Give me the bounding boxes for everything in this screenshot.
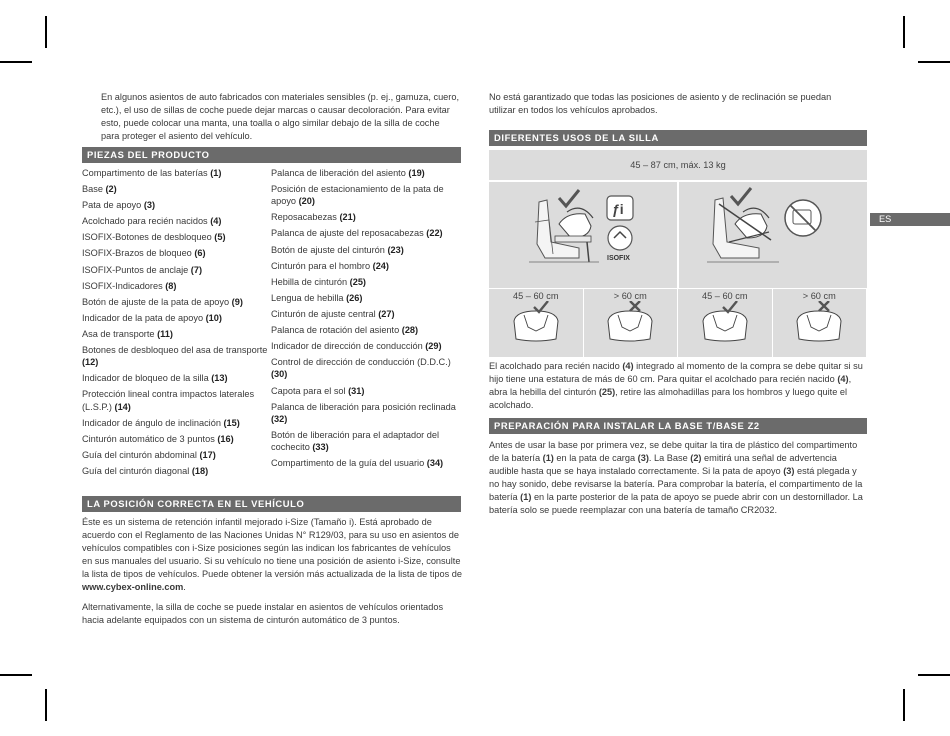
part-list-item: Cinturón de ajuste central (27) (271, 308, 395, 319)
crop-mark (0, 674, 32, 676)
crop-mark (45, 689, 47, 721)
parts-list-col1 (82, 167, 268, 481)
part-list-item: Botón de liberación para el adaptador del cochecito (33) (271, 429, 440, 453)
right-intro-paragraph: No está garantizado que todas las posiciones de asiento y de reclinación se puedan utilizar en todos los vehículos aprobados. (489, 92, 832, 115)
section-header-piezas: PIEZAS DEL PRODUCTO (82, 147, 461, 163)
diagram-belt (679, 182, 867, 288)
carrier-icon (695, 301, 755, 345)
size-label: 45 – 60 cm (513, 291, 559, 301)
size-label: > 60 cm (802, 291, 836, 301)
size-label: 45 – 60 cm (702, 291, 748, 301)
crop-mark (0, 61, 32, 63)
part-list-item: ISOFIX-Indicadores (8) (82, 280, 177, 291)
range-label: 45 – 87 cm, máx. 13 kg (630, 160, 726, 170)
diagram-isofix (489, 182, 677, 288)
check-icon (731, 188, 751, 204)
part-list-item: Lengua de hebilla (26) (271, 292, 363, 303)
usos-after-paragraph: El acolchado para recién nacido (4) integrado al momento de la compra se debe quitar si su hijo tiene una estatura de más de 60 cm. Para quitar el acolchado para recién nacido (4), abra la hebilla del cinturón (25), retire las almohadillas para los hombros y luego quite el acolchado. (489, 361, 863, 410)
part-list-item: Protección lineal contra impactos laterales (L.S.P.) (14) (82, 389, 255, 412)
part-list-item: Base (2) (82, 184, 117, 195)
part-list-item: Palanca de liberación del asiento (19) (271, 168, 425, 178)
part-list-item: Guía del cinturón abdominal (17) (82, 449, 216, 460)
part-list-item: Botón de ajuste de la pata de apoyo (9) (82, 296, 243, 307)
size-cell (678, 289, 773, 357)
part-list-item: Asa de transporte (11) (82, 328, 173, 339)
part-list-item: Compartimento de las baterías (1) (82, 168, 222, 178)
cross-icon (819, 301, 829, 311)
size-cell (584, 289, 679, 357)
size-cell (489, 289, 584, 357)
website-link[interactable]: www.cybex-online.com (82, 582, 184, 592)
part-list-item: Botón de ajuste del cinturón (23) (271, 244, 404, 255)
part-list-item: ISOFIX-Puntos de anclaje (7) (82, 264, 203, 275)
part-list-item: Cinturón para el hombro (24) (271, 260, 389, 271)
parts-list-col2 (271, 167, 461, 473)
check-icon (723, 301, 737, 312)
part-list-item: ISOFIX-Brazos de bloqueo (6) (82, 248, 206, 259)
isofix-label: ISOFIX (607, 255, 630, 262)
part-list-item: Control de dirección de conducción (D.D.C.) (30) (271, 357, 451, 380)
part-list-item: Palanca de ajuste del reposacabezas (22) (271, 228, 443, 239)
part-list-item: Compartimento de la guía del usuario (34) (271, 458, 444, 469)
check-icon (559, 190, 579, 206)
posicion-paragraph-2: Alternativamente, la silla de coche se puede instalar en asientos de vehículos orientados hacia adelante equipados con un sistema de cinturón automático de 3 puntos. (82, 602, 444, 625)
part-list-item: Indicador de la pata de apoyo (10) (82, 312, 222, 323)
part-list-item: Guía del cinturón diagonal (18) (82, 466, 209, 476)
part-list-item: Palanca de liberación para posición reclinada (32) (271, 401, 456, 424)
language-tab: ES (870, 213, 950, 226)
crop-mark (903, 16, 905, 48)
part-list-item: Capota para el sol (31) (271, 385, 365, 396)
part-list-item: Posición de estacionamiento de la pata de apoyo (20) (271, 184, 444, 207)
crop-mark (903, 689, 905, 721)
check-icon (534, 301, 548, 312)
crop-mark (918, 674, 950, 676)
isofix-car-seat-illustration (489, 182, 677, 288)
part-list-item: Pata de apoyo (3) (82, 200, 156, 211)
svg-text:ƒi: ƒi (612, 201, 624, 217)
part-list-item: Acolchado para recién nacidos (4) (82, 216, 222, 227)
part-list-item: Palanca de rotación del asiento (28) (271, 325, 419, 336)
carrier-icon (506, 301, 566, 345)
carrier-icon (789, 301, 849, 345)
section-header-posicion: LA POSICIÓN CORRECTA EN EL VEHÍCULO (82, 496, 461, 512)
posicion-paragraph-1: Éste es un sistema de retención infantil mejorado i-Size (Tamaño i). Está aprobado de acuerdo con el Reglamento de las Naciones Unidas N° R129/03, para su uso en asientos de vehículos compatibles con i-Size posiciones según las indican los fabricantes de vehículos en sus manuales del usuario. Si su vehículo no tiene una posición de asiento i-Size, consulte la lista de tipos de vehículos. Puede obtener la versión más actualizada de la lista de tipos de www.cybex-online.com. (82, 517, 462, 592)
part-list-item: Cinturón automático de 3 puntos (16) (82, 433, 234, 444)
carrier-icon (600, 301, 660, 345)
part-list-item: Hebilla de cinturón (25) (271, 276, 366, 287)
section-header-preparacion: PREPARACIÓN PARA INSTALAR LA BASE T/BASE Z2 (489, 418, 867, 434)
posicion-text (82, 516, 462, 634)
part-list-item: Indicador de bloqueo de la silla (13) (82, 373, 228, 384)
part-list-item: Reposacabezas (21) (271, 212, 356, 223)
size-row (489, 289, 867, 357)
size-label: > 60 cm (613, 291, 647, 301)
range-row (489, 150, 867, 180)
part-list-item: Indicador de dirección de conducción (29) (271, 341, 442, 352)
part-list-item: ISOFIX-Botones de desbloqueo (5) (82, 232, 226, 243)
preparacion-paragraph: Antes de usar la base por primera vez, se debe quitar la tira de plástico del compartimento de la batería (1) en la pata de carga (3). La Base (2) emitirá una señal de advertencia audible hasta que se haya instalado correctamente. Si la pata de apoyo (3) está plegada y no hay sonido, debe revisarse la batería. Para comprobar la batería, el compartimento de la batería (1) en la parte posterior de la pata de apoyo se puede abrir con un destornillador. La batería solo se puede reemplazar con una batería de tamaño CR2032. (489, 440, 863, 515)
part-list-item: Botones de desbloqueo del asa de transporte (12) (82, 345, 268, 368)
cross-icon (630, 301, 640, 311)
section-header-usos: DIFERENTES USOS DE LA SILLA (489, 130, 867, 146)
part-list-item: Indicador de ángulo de inclinación (15) (82, 417, 240, 428)
crop-mark (918, 61, 950, 63)
crop-mark (45, 16, 47, 48)
intro-paragraph: En algunos asientos de auto fabricados con materiales sensibles (p. ej., gamuza, cuero, etc.), el uso de sillas de coche puede dejar marcas o causar decoloración. Para evitar esto, puede colocar una manta, una toalla o algo similar debajo de la silla de coche para proteger el asiento del vehículo. (101, 92, 460, 141)
belted-car-seat-illustration (679, 182, 867, 288)
size-cell (773, 289, 868, 357)
